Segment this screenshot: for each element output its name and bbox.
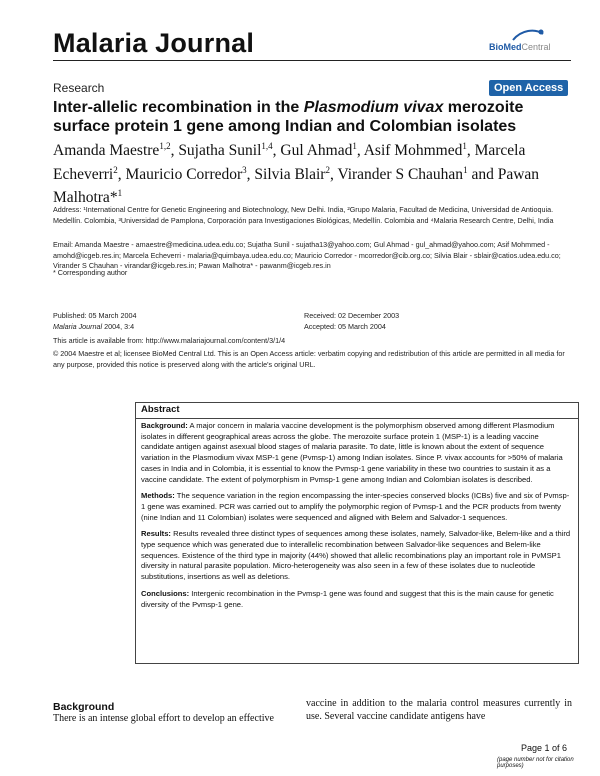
review-dates — [304, 311, 544, 332]
biomed-swoosh-icon — [511, 28, 545, 42]
conclusions-text: Intergenic recombination in the Pvmsp-1 gene was found and suggest that this is the main cause for genetic diversity of the Pvmsp-1 gene. — [141, 588, 554, 609]
background-text: A major concern in malaria vaccine development is the polymorphism observed among different Plasmodium isolates in different geographical areas across the globe. The merozoite surface protein 1 (MSP-1) is a leading vaccine candidate antigen against asexual blood stages of malaria parasite. To date, little is known about the extent of sequence variation in the Plasmodium vivax MSP-1 gene (Pvmsp-1) among Indian isolates. Since P. vivax accounts for >50% of malaria cases in India and in Colombia, it is essential to know the Pvmsp-1 gene variability in these two countries to sustain it as a vaccine candidate. The extent of polymorphism in Pvmsp-1 gene among Indian and Colombian isolates is described. — [141, 421, 563, 484]
author-list: Amanda Maestre$^{1,2}$, Sujatha Sunil$^{1,4}$, Gul Ahmad$^1$, Asif Mohmmed$^1$, Marcela Echeverri$^2$, Mauricio Corredor$^3$, Silvia Blair$^2$, Virander S Chauhan$^1$ and Pawan Malhotra*$^1$ — [53, 141, 540, 207]
article-title — [53, 98, 573, 136]
author-affiliation-sup: 2 — [113, 164, 118, 175]
author-affiliation-sup: 2 — [325, 164, 330, 175]
article-type: Research — [53, 81, 105, 95]
received-date: Received: 02 December 2003 — [304, 311, 400, 320]
page-number-note: (page number not for citation purposes) — [497, 757, 574, 769]
results-label: Results: — [141, 529, 171, 539]
title-part-1: Inter-allelic recombination in the — [53, 99, 304, 116]
body-column-2: vaccine in addition to the malaria control measures currently in use. Several vaccine candidate antigens have — [306, 698, 572, 722]
journal-title: Malaria Journal — [53, 28, 255, 58]
citation-volume: 2004, 3:4 — [102, 321, 135, 331]
author-name: and Pawan Malhotra* — [53, 165, 540, 207]
author-affiliation-sup: 1 — [462, 141, 467, 151]
header-rule — [53, 60, 571, 61]
body-column-1: There is an intense global effort to develop an effective — [53, 713, 274, 724]
biomed-central-logo — [489, 28, 569, 54]
methods-label: Methods: — [141, 491, 175, 501]
publication-info — [53, 311, 293, 332]
abstract-body — [141, 421, 573, 616]
author-affiliation-sup: 1 — [463, 164, 468, 175]
abstract-conclusions — [141, 589, 573, 610]
article-url[interactable]: This article is available from: http://www.malariajournal.com/content/3/1/4 — [53, 336, 286, 345]
corresponding-author-note: * Corresponding author — [53, 268, 128, 277]
methods-text: The sequence variation in the region encompassing the inter-species conserved blocks (ICBs) five and six of Pvmsp-1 gene was examined. PCR was carried out to amplify the polymorphic region of Pvmsp-1 and the PCR products from twenty (nine Indian and 11 Colombian) isolates were sequenced and aligned with Belem and Salvador-1 sequences. — [141, 491, 570, 522]
abstract-results — [141, 529, 573, 583]
abstract-heading: Abstract — [141, 404, 180, 415]
author-name: Gul Ahmad — [280, 142, 353, 160]
title-part-2: merozoite surface protein 1 gene among Indian and Colombian isolates — [53, 99, 524, 135]
conclusions-label: Conclusions: — [141, 588, 190, 598]
affiliations: Address: ¹International Centre for Genetic Engineering and Biotechnology, New Delhi. India, ²Grupo Malaria, Facultad de Medicina, Universidad de Antioquia. Medellín. Colombia, ³Universidad de Pamplona, Corporación para Investigaciones Biológicas, Medellín. Colombia and ⁴Malaria Research Centre, Delhi, India — [53, 205, 554, 225]
author-affiliation-sup: 3 — [242, 164, 247, 175]
abstract-box — [135, 402, 579, 664]
citation — [53, 322, 293, 333]
author-name: Amanda Maestre — [53, 142, 160, 160]
author-name: Sujatha Sunil — [178, 142, 262, 160]
author-name: Silvia Blair — [254, 165, 326, 183]
open-access-badge: Open Access — [489, 80, 568, 96]
abstract-header — [136, 403, 578, 419]
results-text: Results revealed three distinct types of sequences among these isolates, namely, Salvador-like, Belem-like and a third type sequence which was generated due to interallelic recombination between Salvador-like sequences and Belem-like sequences. Existence of the third type in majority (44%) showed that allelic recombinations play an important role in PvMSP1 diversity in natural parasite population. Micro-heterogeneity was also seen in a few of these isolates due to nucleotide substitutions, insertions as well as deletions. — [141, 529, 571, 582]
copyright-notice: © 2004 Maestre et al; licensee BioMed Central Ltd. This is an Open Access article: verbatim copying and redistribution of this article are permitted in all media for any purpose, provided this notice is preserved along with the article's original URL. — [53, 349, 565, 369]
abstract-background — [141, 421, 573, 485]
page-number: Page 1 of 6 — [521, 743, 568, 753]
author-affiliation-sup: 1,2 — [159, 141, 171, 151]
author-name: Asif Mohmmed — [363, 142, 463, 160]
body-background-heading: Background — [53, 701, 115, 713]
biomed-word: BioMed — [489, 42, 522, 52]
central-word: Central — [521, 42, 551, 52]
title-species: Plasmodium vivax — [303, 99, 444, 116]
accepted-date: Accepted: 05 March 2004 — [304, 321, 386, 331]
author-affiliation-sup: 1 — [352, 141, 357, 151]
background-label: Background: — [141, 421, 188, 430]
author-name: Virander S Chauhan — [337, 165, 464, 183]
author-emails: Email: Amanda Maestre - amaestre@medicina.udea.edu.co; Sujatha Sunil - sujatha13@yahoo.com; Gul Ahmad - gul_ahmad@yahoo.com; Asif Mohmmed - amohd@icgeb.res.in; Marcela Echeverri - malaria@quimbaya.udea.edu.co; Mauricio Corredor - mcorredor@cib.org.co; Silvia Blair - sblair@catios.udea.edu.co; Virander S Chauhan - virandar@icgeb.res.in; Pawan Malhotra* - pawanm@icgeb.res.in — [53, 240, 561, 270]
author-affiliation-sup: 1 — [117, 188, 123, 199]
citation-journal: Malaria Journal — [53, 321, 103, 331]
author-name: Mauricio Corredor — [125, 165, 243, 183]
author-name: Marcela Echeverri — [53, 142, 526, 183]
published-date: Published: 05 March 2004 — [53, 311, 137, 320]
author-affiliation-sup: 1,4 — [261, 141, 273, 151]
abstract-methods — [141, 491, 573, 523]
